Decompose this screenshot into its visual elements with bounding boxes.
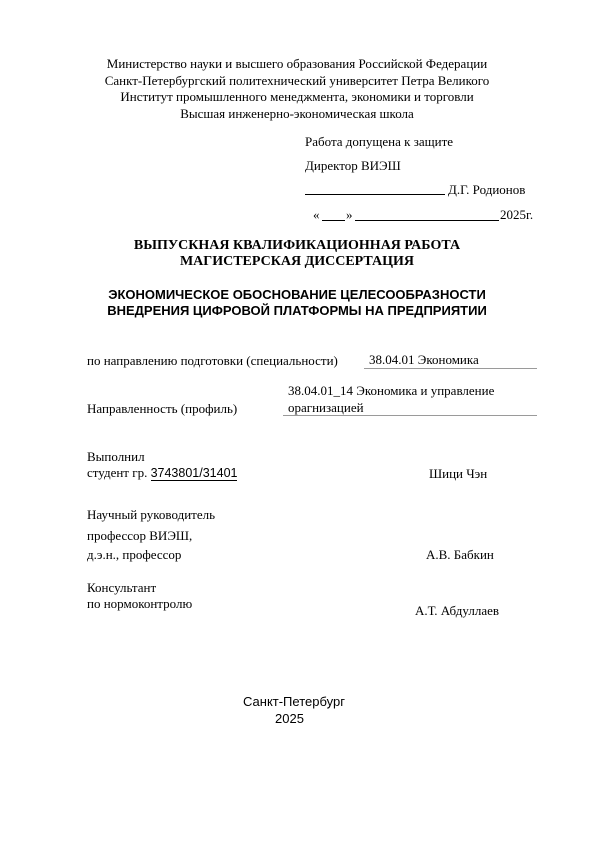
thesis-topic [0, 287, 594, 318]
ministry-line: Министерство науки и высшего образования Российской Федерации [106, 56, 488, 71]
direction-label: по направлению подготовки (специальности) [87, 353, 338, 368]
direction-value: 38.04.01 Экономика [369, 352, 479, 367]
profile-value-line-1: 38.04.01_14 Экономика и управление [288, 383, 495, 398]
approval-director-label: Директор ВИЭШ [305, 158, 401, 173]
footer-year: 2025 [275, 711, 304, 726]
consultant-role: по нормоконтролю [87, 596, 193, 611]
approval-admitted: Работа допущена к защите [305, 134, 454, 149]
date-open-quote: « [313, 207, 320, 222]
header-block [0, 56, 594, 122]
school-line: Высшая инженерно-экономическая школа [180, 105, 414, 121]
date-year: 2025г. [500, 207, 534, 222]
student-group-number: 3743801/31401 [150, 466, 238, 480]
footer-city: Санкт-Петербург [243, 694, 345, 709]
date-close-quote: » [346, 207, 353, 222]
student-group-prefix: студент гр. [87, 465, 148, 480]
degree-line: МАГИСТЕРСКАЯ ДИССЕРТАЦИЯ [179, 254, 415, 269]
date-day-line [322, 220, 345, 221]
consultant-name: А.Т. Абдуллаев [415, 603, 499, 618]
supervisor-name: А.В. Бабкин [426, 547, 494, 562]
student-group-line [87, 465, 237, 481]
date-month-line [355, 220, 499, 221]
topic-line-1: ЭКОНОМИЧЕСКОЕ ОБОСНОВАНИЕ ЦЕЛЕСООБРАЗНОСТИ [108, 287, 486, 302]
topic-line-2: ВНЕДРЕНИЯ ЦИФРОВОЙ ПЛАТФОРМЫ НА ПРЕДПРИЯТИИ [107, 302, 487, 318]
institute-line: Институт промышленного менеджмента, экономики и торговли [120, 89, 474, 104]
supervisor-position: профессор ВИЭШ, [87, 528, 193, 543]
performer-label: Выполнил [87, 449, 145, 464]
work-title [0, 238, 594, 270]
director-signature-line [305, 194, 445, 195]
university-line: Санкт-Петербургский политехнический университет Петра Великого [104, 72, 490, 88]
student-name: Шици Чэн [429, 466, 488, 481]
profile-label: Направленность (профиль) [87, 401, 238, 416]
director-name: Д.Г. Родионов [448, 182, 526, 197]
supervisor-degree: д.э.н., профессор [87, 547, 182, 562]
direction-underline [364, 368, 537, 369]
supervisor-label: Научный руководитель [87, 507, 216, 522]
profile-underline [283, 415, 537, 416]
consultant-label: Консультант [87, 580, 157, 595]
work-type-line: ВЫПУСКНАЯ КВАЛИФИКАЦИОННАЯ РАБОТА [133, 238, 461, 253]
profile-value-line-2: орагнизацией [288, 400, 364, 415]
